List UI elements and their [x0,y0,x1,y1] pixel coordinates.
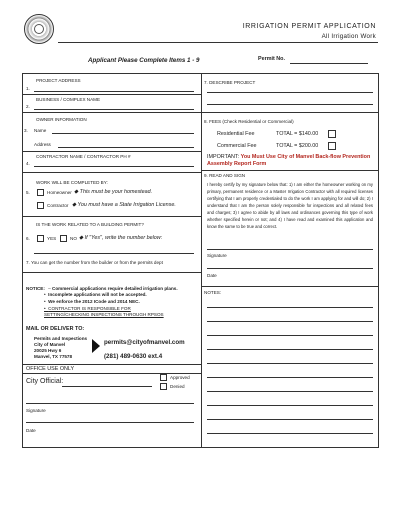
contractor-note-text: You must have a State Irrigation License. [77,202,176,208]
describe-project-field[interactable] [207,92,373,93]
section-number: 1. [26,86,30,91]
describe-project-label: 7. DESCRIBE PROJECT [204,80,256,85]
city-official-field[interactable] [62,386,152,387]
phone-number: (281) 489-0630 ext.4 [104,353,163,360]
address-line: Manvel, TX 77578 [34,354,73,359]
notes-line[interactable] [207,405,373,406]
denied-checkbox[interactable] [160,383,167,390]
owner-name-field[interactable] [52,133,194,134]
city-official-label: City Official: [26,378,64,385]
notes-line[interactable] [207,377,373,378]
yes-note: ◆ If "Yes", write the number below: [79,235,163,241]
approved-checkbox[interactable] [160,374,167,381]
applicant-signature-line[interactable] [207,249,373,250]
yes-checkbox[interactable] [37,235,44,242]
describe-project-field-2[interactable] [207,104,373,105]
section-number: 2. [26,104,30,109]
residential-fee-total: TOTAL = $140.00 [276,131,319,137]
section-number: 4. [26,161,30,166]
notes-line[interactable] [207,391,373,392]
yes-note-text: If "Yes", write the number below: [84,235,163,241]
homeowner-note: ◆ This must be your homestead. [74,189,153,195]
section-number: 6. [26,236,30,241]
notice-item: Commercial applications require detailed irrigation plans. [52,286,178,291]
homeowner-label: Homeowner [47,190,72,195]
permit-no-label: Permit No. [258,56,285,62]
fees-label: 8. FEES (Check Residential or Commercial) [204,119,294,124]
notice-block: NOTICE: – Commercial applications require detailed irrigation plans. [26,286,178,291]
owner-info-label: OWNER INFORMATION [36,117,87,122]
work-completed-label: WORK WILL BE COMPLETED BY: [36,180,108,185]
notes-line[interactable] [207,321,373,322]
approved-label: Approved [170,375,190,380]
contractor-label: CONTRACTOR NAME / CONTRACTOR PH # [36,154,131,159]
important-text: You Must Use City of Manvel Back-flow Prevention Assembly Report Form [207,154,371,167]
building-permit-question: IS THE WORK RELATED TO A BUILDING PERMIT? [36,222,144,227]
no-checkbox[interactable] [60,235,67,242]
applicant-signature-label: Signature [207,253,227,258]
important-note [207,154,377,168]
notes-line[interactable] [207,349,373,350]
section-number: 3. [24,128,28,133]
form-title: IRRIGATION PERMIT APPLICATION [242,23,376,30]
owner-address-label: Address [34,142,51,147]
notes-line[interactable] [207,433,373,434]
address-line: City of Manvel [34,342,66,347]
applicant-date-line[interactable] [207,268,373,269]
project-address-field[interactable] [34,91,194,92]
city-seal-logo [24,14,54,44]
applicant-date-label: Date [207,273,217,278]
notes-line[interactable] [207,307,373,308]
notice-item: We enforce the 2012 ICode and 2014 NEC. [48,299,140,304]
notes-line[interactable] [207,363,373,364]
permit-no-field[interactable] [290,63,368,64]
address-line: 20025 Hwy 6 [34,348,62,353]
email-address[interactable]: permits@cityofmanvel.com [104,339,185,346]
residential-fee-label: Residential Fee [217,131,255,137]
no-label: NO [70,236,77,241]
project-address-label: PROJECT ADDRESS [36,78,81,83]
contractor-checkbox[interactable] [37,202,44,209]
official-date-label: Date [26,428,36,433]
owner-name-label: Name [34,128,47,133]
notice-title: NOTICE: [26,286,45,291]
instructions-heading: Applicant Please Complete Items 1 - 9 [88,57,200,64]
permit-number-hint: 7. You can get the number from the builder or from the permits dept [26,260,163,265]
commercial-fee-total: TOTAL = $200.00 [276,143,319,149]
read-and-sign-label: 9. READ AND SIGN [204,173,246,178]
contractor-option-label: Contractor [47,203,69,208]
contractor-note: ◆ You must have a State Irrigation License. [72,202,176,208]
contractor-field[interactable] [34,166,194,167]
business-name-label: BUSINESS / COMPLEX NAME [36,97,101,102]
notes-line[interactable] [207,335,373,336]
important-label: IMPORTANT: [207,154,240,160]
homeowner-note-text: This must be your homestead. [79,189,153,195]
notice-item-4: • CONTRACTOR IS RESPONSIBLE FOR SETTING/CHECKING INSPECTIONS THROUGH RPSOS [44,306,164,317]
commercial-fee-checkbox[interactable] [328,142,336,150]
yes-label: YES [47,236,57,241]
notice-item: Incomplete applications will not be accepted. [48,292,147,297]
business-name-field[interactable] [34,109,194,110]
homeowner-checkbox[interactable] [37,189,44,196]
notes-label: NOTES: [204,290,222,295]
denied-label: Denied [170,384,185,389]
notice-item-3: • We enforce the 2012 ICode and 2014 NEC. [44,299,140,304]
address-line: Permits and Inspections [34,336,88,341]
building-permit-number-field[interactable] [34,253,194,254]
notes-line[interactable] [207,419,373,420]
office-use-label: OFFICE USE ONLY [26,366,75,372]
owner-address-field[interactable] [58,147,194,148]
official-signature-line[interactable] [26,403,194,404]
notice-item-2: • Incomplete applications will not be accepted. [44,292,147,297]
official-date-line[interactable] [26,422,194,423]
arrow-icon [92,339,100,353]
section-number: 5. [26,190,30,195]
mail-title: MAIL OR DELIVER TO: [26,326,85,332]
certification-text: I hereby certify by my signature below that: 1) I am either the homeowner working on my primary, permanent residence or a Master Irrigation Contractor with all required licenses certifying that I am properly credentialed to do the work I am applying for and will do; 2) I understand that I am the person solely responsible for inspections and all related fees and charges; 3) I agree to abide by all laws and ordinances governing this type of work whether specified herein or not; and 4) I have read and examined this application and know the same to be true and correct. [207,182,373,229]
official-signature-label: Signature [26,408,46,413]
residential-fee-checkbox[interactable] [328,130,336,138]
notice-item: CONTRACTOR IS RESPONSIBLE FOR SETTING/CHECKING INSPECTIONS THROUGH RPSOS [44,306,164,317]
form-subtitle: All Irrigation Work [321,33,376,40]
commercial-fee-label: Commercial Fee [217,143,257,149]
